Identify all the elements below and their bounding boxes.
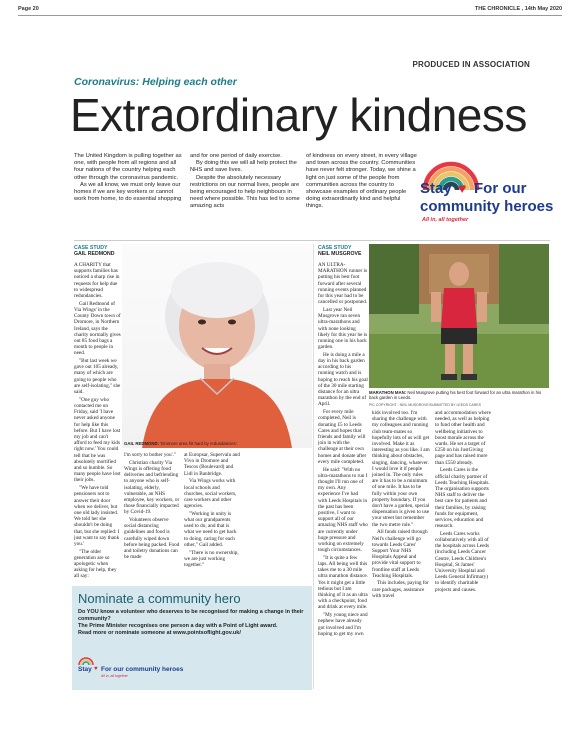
sponsor-tag: PRODUCED IN ASSOCIATION (412, 60, 530, 69)
article-paragraph: For every mile completed, Neil is donating £5 to Leeds Cares and hopes that friends and family will join in with the challenge at their own homes and donate after every mile completed. (318, 409, 367, 465)
article-paragraph: and accommodation where needed, as well as helping to fund other health and wellbeing initiatives to boost morale across the wards. He set a target of £250 on his JustGiving page and has raised more than £550 already. (435, 410, 491, 466)
intro-paragraph: of kindness on every street, in every village and town across the country. Communities have never felt stronger. Today, we shine a light on just some of the people from communities across the country to showcase examples of ordinary people doing extraordinarily kind and helpful things. (306, 153, 417, 210)
neil-musgrove-photo (369, 244, 549, 388)
small-community-heroes-logo (78, 656, 218, 686)
article-paragraph: "The older generation are so apologetic when asking for help, they all say: (74, 548, 117, 580)
article-paragraph: at Europsar, Supervalu and Vivo in Dromore and Tescos (Boulevard) and Lidl in Banbridge. (184, 452, 240, 477)
article-paragraph: He said: "With no ultra-marathons to run I thought I'll run one of my own. Any experience I've had with Leeds Hospitals in the past has been positive, I want to support all of our amazing NHS staff who are currently under huge pressure and working on extremely tough circumstances. (318, 466, 368, 554)
rainbow-icon (78, 656, 94, 666)
intro-col-2 (190, 153, 300, 211)
intro-col-1 (74, 153, 184, 203)
article-paragraph: A CHARITY that supports families has noticed a sharp rise in requests for help due to widespread redundancies. (74, 262, 120, 300)
intro-paragraph: By doing this we will all help protect the NHS and save lives. (190, 160, 297, 174)
case-study-label: CASE STUDY (74, 245, 108, 251)
logo-for-our: For our (474, 180, 527, 197)
article-paragraph: Volunteers observe social distancing guidelines and food is carefully wiped down before being packed. Food and toiletry donations can be made (124, 517, 180, 561)
kicker: Coronavirus: Helping each other (74, 76, 237, 88)
small-logo-stay: Stay (78, 666, 92, 673)
gail-photo-caption (124, 441, 310, 446)
article-paragraph: Gail Redmond of Via Wings' in the County Down town of Dromore, in Northern Ireland, says the charity normally gives out 85 food bags a month to people in need. (74, 300, 121, 357)
case2-col-1 (318, 262, 368, 638)
intro-paragraph: The United Kingdom is pulling together as one, with people from all regions and all four nations of the country helping each other through the coronavirus pandemic. (74, 153, 182, 181)
article-paragraph: kids involved too. I'm sharing the challenge with my colleagues and running club team-mates so hopefully lots of us will get involved. Make it as interesting as you like. I am thinking about obstacles, singing, dancing, whatever. I would love it if people joined in. The only rules are it has to be a minimum of one mile. It has to be fully within your own property boundary. If you don't have a garden, special dispensation is given to use your street but remember the two metre rule." (372, 410, 430, 528)
caption-label: GAIL REDMOND: (124, 441, 160, 446)
article-paragraph: I'm sorry to bother you'." (124, 452, 176, 458)
nominate-box (72, 586, 312, 690)
page-number: Page 20 (18, 6, 39, 12)
caption-text: Neil Musgrove putting his best foot forward for an ultra marathon in his back garden in Leeds. (369, 390, 542, 401)
nominate-line2: The Prime Minister recognises one person a day with a Point of Light award. (78, 623, 278, 629)
article-paragraph: "One guy who contacted me on Friday, said 'I have never asked anyone for help like this before. But I have lost my job and can't afford to feed my kids right now.' You could tell that he was absolutely mortified and so humble. So many people have lost their jobs. (74, 396, 121, 484)
gail-redmond-photo (122, 244, 312, 448)
small-logo-text: For our community heroes (101, 666, 184, 673)
article-paragraph: Christian charity Via Wings is offering food deliveries and befriending to anyone who is self-isolating, elderly, vulnerable, an NHS employee, key workers, or those financially impacted by Covid-19. (124, 459, 180, 516)
caption-label: MARATHON MAN: (369, 390, 407, 395)
neil-photo-caption (369, 390, 549, 400)
case-study-2-header (318, 245, 361, 257)
photo-credit: PIC COPYRIGHT - NEIL MUSGROVE/SUBMITTED BY LEEDS CARES (369, 403, 481, 407)
article-paragraph: AN ULTRA-MARATHON runner is putting his best foot forward after several running events planned for this year had to be cancelled or postponed. (318, 262, 368, 306)
masthead: THE CHRONICLE , 14th May 2020 (474, 6, 562, 12)
article-paragraph: Via Wings works with local schools and churches, social workers, care workers and other agencies. (184, 478, 237, 510)
intro-col-3 (306, 153, 418, 211)
article-paragraph: Leeds Cares is the official charity partner of Leeds Teaching Hospitals. The organisation supports NHS staff to deliver the best care for patients and their families, by raising funds for equipment, services, education and research. (435, 467, 490, 530)
case-study-name: GAIL REDMOND (74, 251, 115, 257)
portrait-illustration (122, 244, 312, 448)
article-paragraph: All funds raised through Neil's challenge will go towards Leeds Cares' Support Your NHS Hospitals Appeal and provide vital support to frontline staff at Leeds Teaching Hospitals. (372, 529, 428, 579)
heart-icon: ♥ (94, 666, 98, 672)
article-paragraph: "We have told pensioners not to answer their door when we deliver, but one old lady insisted. We told her she shouldn't be doing that, but she replied: I just want to say thank you.' (74, 485, 120, 547)
caption-text: 'Dromore area hit hard by redundancies'. (160, 441, 238, 446)
intro-paragraph: and for one period of daily exercise. (190, 153, 282, 159)
case1-col-1 (74, 262, 122, 581)
article-paragraph: "It is quite a few laps. All being well this takes me to a 30 mile ultra marathon distance. Yes it might get a little tedious but I am thinking of it as an ultra with a checkpoint, food and drink at every mile. (318, 554, 368, 611)
article-paragraph: "But last week we gave out 105 already, many of which are going to people who are self-isolating," she said. (74, 358, 121, 396)
nominate-title: Nominate a community hero (78, 591, 241, 606)
article-paragraph: "There is no ownership, we are just working together." (184, 549, 239, 568)
intro-paragraph: Despite the absolutely necessary restrictions on our normal lives, people are being encouraged to help neighbours in need where possible. This has led to some amazing acts (190, 174, 300, 210)
nominate-link[interactable]: Read more or nominate someone at www.pointsoflight.gov.uk/ (78, 630, 241, 636)
article-paragraph: He is doing a mile a day in his back garden according to his running watch and is hoping to reach his goal of the 30 mile starting distance for an ultra marathon by the end of April. (318, 351, 368, 408)
headline: Extraordinary kindness (70, 89, 527, 141)
header-rule (18, 15, 562, 16)
garden-illustration (369, 244, 549, 388)
case-study-name: NEIL MUSGROVE (318, 251, 362, 257)
article-paragraph: Leeds Cares works collaboratively with all of the hospitals across Leeds (including Leeds Cancer Centre, Leeds Children's Hospital, St James' University Hospital and Leeds General Infirmary) to identify charitable projects and causes. (435, 530, 490, 593)
case1-col-2 (124, 452, 180, 562)
case1-col-3 (184, 452, 240, 570)
article-paragraph: Last year Neil Musgrove ran seven ultra-marathons and with none looking likely for this year he is running one in his back garden. (318, 306, 368, 351)
intro-paragraph: As we all know, we must only leave our homes if we are key workers or cannot work from home, to do essential shopping (74, 181, 182, 203)
case2-col-3 (435, 410, 493, 594)
article-paragraph: This includes, paying for care packages, assistance with travel (372, 580, 429, 599)
case-study-1-header (74, 245, 115, 257)
nominate-question: Do YOU know a volunteer who deserves to be recognised for making a change in their community? (78, 609, 304, 622)
logo-tagline: All in, all together (422, 217, 469, 223)
column-divider (313, 244, 314, 689)
case2-col-2 (372, 410, 430, 601)
section-rule (74, 240, 550, 241)
article-paragraph: "Working in unity is what our grandparents used to do, and that is what we need to get back to doing, caring for each other," Gail added. (184, 510, 237, 548)
community-heroes-logo (420, 150, 554, 230)
small-logo-tagline: All in, all together (101, 674, 128, 678)
logo-stay: Stay (420, 180, 452, 197)
case-study-label: CASE STUDY (318, 245, 352, 251)
logo-community-heroes: community heroes (420, 198, 554, 215)
heart-icon: ♥ (458, 180, 467, 196)
article-paragraph: "My young niece and nephew have already got involved and I'm hoping to get my own (318, 612, 368, 637)
